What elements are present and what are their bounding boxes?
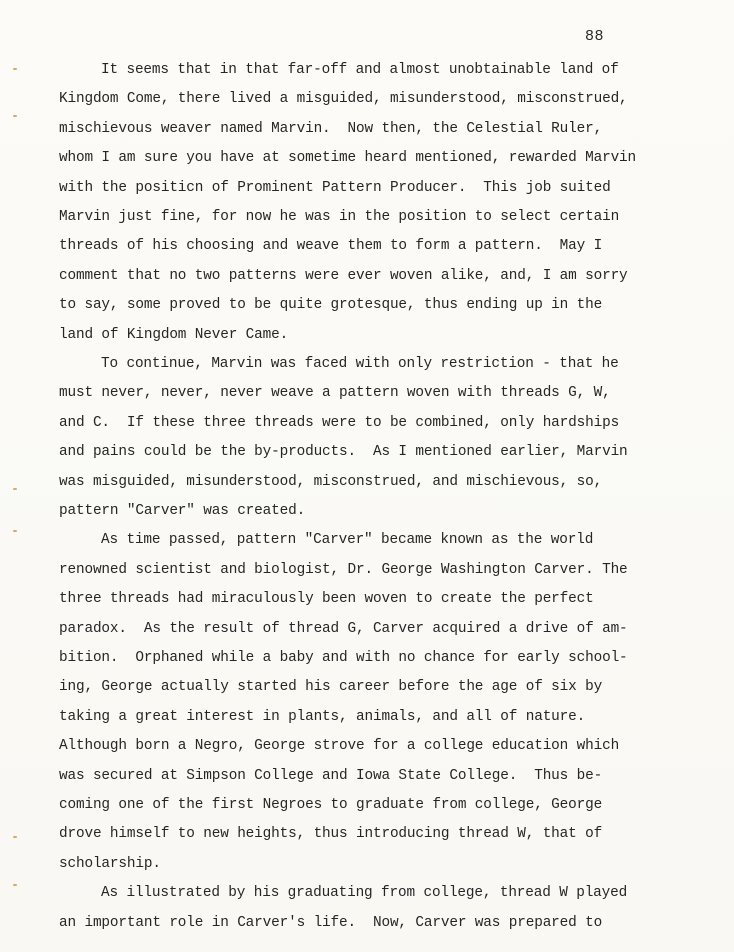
text-line: coming one of the first Negroes to graduate from college, George	[59, 797, 603, 813]
text-line: bition. Orphaned while a baby and with no chance for early school-	[59, 650, 628, 666]
paper-speck	[13, 884, 17, 886]
text-line: As time passed, pattern "Carver" became known as the world	[101, 532, 594, 549]
text-line: ing, George actually started his career before the age of six by	[59, 679, 603, 696]
page-number: 88	[585, 28, 605, 45]
paper-speck	[13, 836, 17, 838]
text-line: pattern "Carver" was created.	[59, 503, 306, 519]
text-line: three threads had miraculously been woven to create the perfect	[59, 591, 594, 608]
text-line: comment that no two patterns were ever woven alike, and, I am sorry	[59, 267, 628, 284]
paper-speck	[13, 115, 17, 117]
text-line: and C. If these three threads were to be combined, only hardships	[59, 414, 620, 431]
text-line: It seems that in that far-off and almost unobtainable land of	[101, 62, 619, 78]
text-line: drove himself to new heights, thus introducing thread W, that of	[59, 826, 603, 843]
text-line: to say, some proved to be quite grotesque, thus ending up in the	[59, 297, 603, 314]
text-line: was secured at Simpson College and Iowa State College. Thus be-	[59, 767, 603, 784]
text-line: with the positicn of Prominent Pattern Producer. This job suited	[59, 179, 611, 196]
text-line: Although born a Negro, George strove for a college education which	[59, 738, 620, 755]
text-line: mischievous weaver named Marvin. Now then, the Celestial Ruler,	[59, 120, 603, 137]
text-line: an important role in Carver's life. Now, Carver was prepared to	[59, 914, 603, 931]
text-line: was misguided, misunderstood, misconstrued, and mischievous, so,	[59, 473, 603, 490]
text-line: Kingdom Come, there lived a misguided, misunderstood, misconstrued,	[59, 91, 628, 108]
text-line: paradox. As the result of thread G, Carver acquired a drive of am-	[59, 620, 628, 637]
text-line: must never, never, never weave a pattern woven with threads G, W,	[59, 385, 611, 402]
text-line: taking a great interest in plants, animals, and all of nature.	[59, 708, 586, 725]
text-line: land of Kingdom Never Came.	[59, 326, 289, 343]
paper-speck	[13, 530, 17, 532]
paper-speck	[13, 68, 17, 70]
text-line: scholarship.	[59, 855, 161, 872]
text-line: renowned scientist and biologist, Dr. George Washington Carver. The	[59, 561, 628, 578]
text-line: threads of his choosing and weave them to form a pattern. May I	[59, 238, 603, 255]
text-line: As illustrated by his graduating from college, thread W played	[101, 885, 628, 902]
text-line: To continue, Marvin was faced with only restriction - that he	[101, 356, 619, 372]
text-line: Marvin just fine, for now he was in the position to select certain	[59, 209, 620, 225]
text-line: and pains could be the by-products. As I mentioned earlier, Marvin	[59, 444, 628, 461]
text-line: whom I am sure you have at sometime heard mentioned, rewarded Marvin	[59, 150, 637, 167]
paper-speck	[13, 488, 17, 490]
